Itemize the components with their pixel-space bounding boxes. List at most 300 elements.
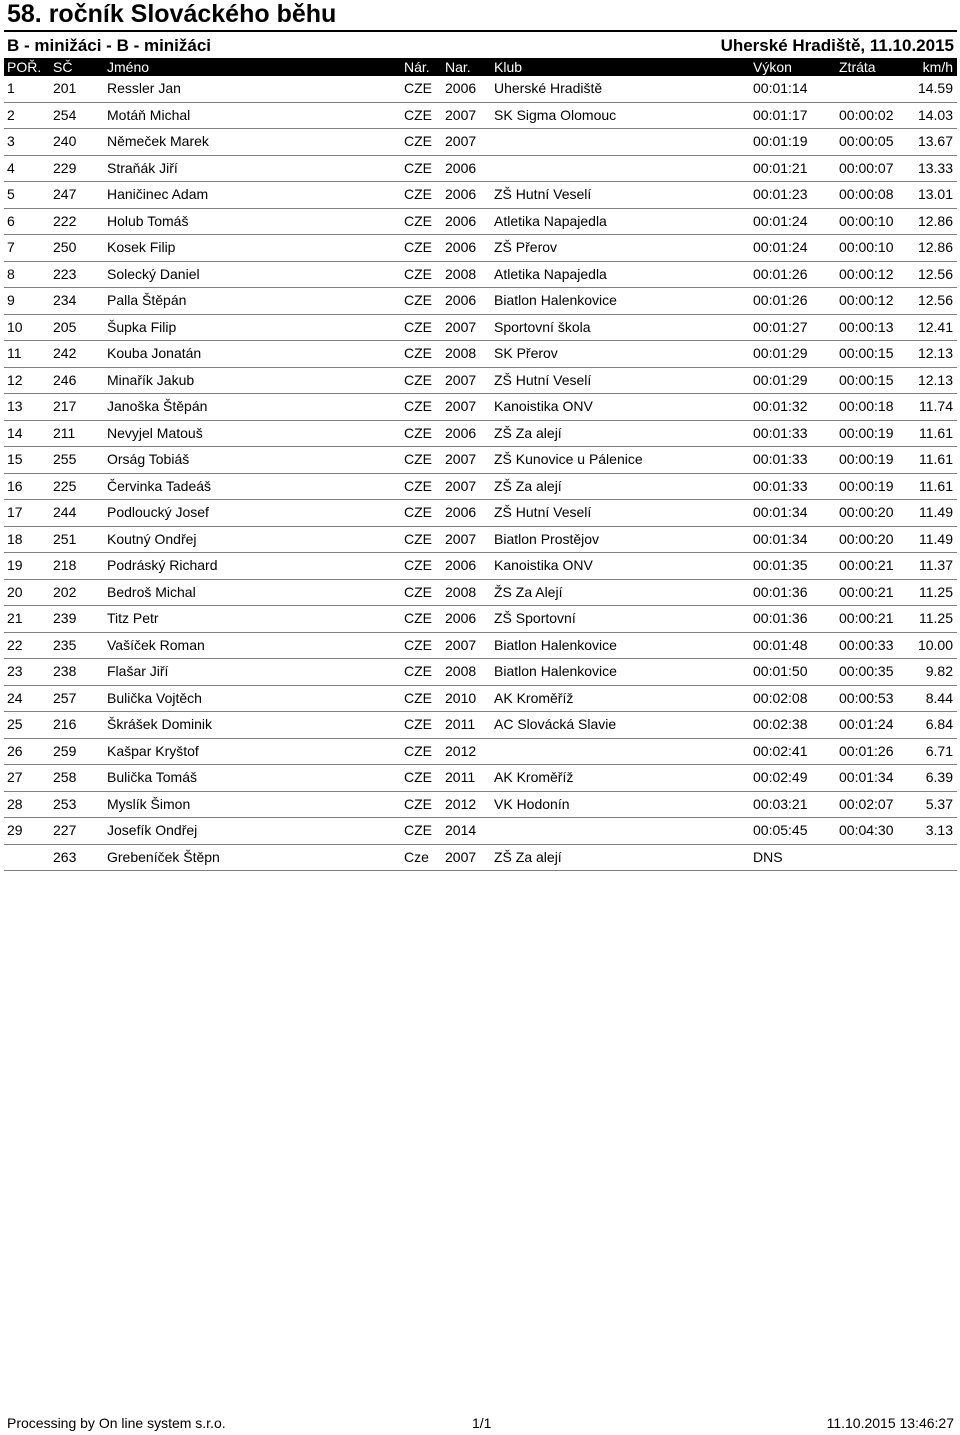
cell-rank: 12 bbox=[7, 371, 23, 388]
table-row bbox=[4, 712, 957, 739]
cell-rank: 27 bbox=[7, 769, 23, 785]
cell-loss: 00:00:05 bbox=[839, 133, 894, 149]
column-header-rank: POŘ. bbox=[7, 59, 42, 75]
cell-time: 00:01:32 bbox=[753, 398, 808, 414]
cell-nationality: CZE bbox=[404, 742, 432, 759]
cell-time: 00:02:49 bbox=[753, 769, 808, 785]
cell-speed: 12.86 bbox=[917, 212, 953, 229]
cell-time: 00:01:34 bbox=[753, 530, 808, 547]
cell-name: Koutný Ondřej bbox=[107, 530, 197, 547]
cell-rank: 23 bbox=[7, 663, 23, 679]
cell-nationality: CZE bbox=[404, 292, 432, 308]
cell-bib: 205 bbox=[53, 318, 77, 335]
cell-birth-year: 2006 bbox=[445, 424, 477, 441]
cell-birth-year: 2006 bbox=[445, 159, 477, 176]
cell-speed: 6.39 bbox=[925, 769, 953, 785]
table-row bbox=[4, 156, 957, 183]
cell-loss: 00:00:21 bbox=[839, 557, 894, 573]
cell-loss: 00:00:21 bbox=[839, 583, 894, 600]
cell-bib: 246 bbox=[53, 371, 77, 388]
cell-time: 00:01:29 bbox=[753, 371, 808, 388]
cell-club: AK Kroměříž bbox=[494, 689, 574, 706]
cell-nationality: CZE bbox=[404, 451, 432, 467]
cell-name: Flašar Jiří bbox=[107, 663, 169, 679]
cell-rank: 19 bbox=[7, 557, 23, 573]
cell-birth-year: 2006 bbox=[445, 610, 477, 626]
cell-nationality: CZE bbox=[404, 689, 432, 706]
column-header-time: Výkon bbox=[753, 59, 792, 75]
table-row bbox=[4, 606, 957, 633]
cell-loss: 00:00:19 bbox=[839, 477, 894, 494]
cell-speed: 11.61 bbox=[919, 451, 953, 467]
cell-club: AK Kroměříž bbox=[494, 769, 574, 785]
cell-name: Straňák Jiří bbox=[107, 159, 178, 176]
cell-birth-year: 2011 bbox=[445, 769, 476, 785]
cell-time: 00:05:45 bbox=[753, 822, 808, 838]
cell-name: Vašíček Roman bbox=[107, 636, 205, 653]
cell-name: Podráský Richard bbox=[107, 557, 218, 573]
cell-rank: 1 bbox=[7, 80, 15, 96]
cell-birth-year: 2007 bbox=[445, 371, 477, 388]
cell-birth-year: 2012 bbox=[445, 742, 477, 759]
cell-rank: 5 bbox=[7, 186, 15, 202]
cell-name: Ressler Jan bbox=[107, 80, 181, 96]
cell-bib: 250 bbox=[53, 239, 77, 255]
cell-time: 00:01:23 bbox=[753, 186, 808, 202]
cell-loss: 00:00:10 bbox=[839, 212, 894, 229]
cell-nationality: CZE bbox=[404, 636, 432, 653]
column-header-bib: SČ bbox=[53, 59, 73, 75]
cell-name: Palla Štěpán bbox=[107, 292, 187, 308]
cell-nationality: CZE bbox=[404, 398, 432, 414]
cell-name: Myslík Šimon bbox=[107, 795, 191, 812]
cell-club: ZŠ Hutní Veselí bbox=[494, 371, 592, 388]
cell-time: 00:02:41 bbox=[753, 742, 808, 759]
cell-speed: 13.01 bbox=[917, 186, 953, 202]
cell-club: Biatlon Halenkovice bbox=[494, 636, 617, 653]
cell-bib: 218 bbox=[53, 557, 77, 573]
table-row bbox=[4, 765, 957, 792]
category-label: B - minižáci - B - minižáci bbox=[7, 36, 212, 55]
cell-bib: 244 bbox=[53, 504, 77, 520]
cell-name: Janoška Štěpán bbox=[107, 398, 208, 414]
cell-birth-year: 2007 bbox=[445, 318, 477, 335]
cell-rank: 3 bbox=[7, 133, 15, 149]
cell-name: Minařík Jakub bbox=[107, 371, 195, 388]
table-row bbox=[4, 209, 957, 236]
cell-birth-year: 2007 bbox=[445, 106, 477, 123]
cell-nationality: CZE bbox=[404, 186, 432, 202]
cell-birth-year: 2007 bbox=[445, 477, 477, 494]
cell-birth-year: 2008 bbox=[445, 345, 477, 361]
cell-club: ZŠ Hutní Veselí bbox=[494, 504, 592, 520]
cell-time: 00:01:33 bbox=[753, 424, 808, 441]
table-row bbox=[4, 421, 957, 448]
cell-time: DNS bbox=[753, 848, 783, 865]
cell-nationality: CZE bbox=[404, 239, 432, 255]
cell-name: Kouba Jonatán bbox=[107, 345, 202, 361]
table-row bbox=[4, 527, 957, 554]
cell-birth-year: 2007 bbox=[445, 848, 477, 865]
cell-name: Solecký Daniel bbox=[107, 265, 200, 282]
cell-birth-year: 2011 bbox=[445, 716, 476, 732]
cell-loss: 00:01:34 bbox=[839, 769, 894, 785]
cell-name: Josefík Ondřej bbox=[107, 822, 198, 838]
cell-rank: 7 bbox=[7, 239, 15, 255]
cell-rank: 15 bbox=[7, 451, 23, 467]
cell-speed: 6.84 bbox=[925, 716, 953, 732]
table-row bbox=[4, 553, 957, 580]
cell-birth-year: 2008 bbox=[445, 265, 477, 282]
cell-time: 00:02:38 bbox=[753, 716, 808, 732]
cell-name: Haničinec Adam bbox=[107, 186, 209, 202]
cell-loss: 00:00:15 bbox=[839, 371, 894, 388]
cell-club: Uherské Hradiště bbox=[494, 80, 603, 96]
cell-bib: 211 bbox=[53, 424, 76, 441]
cell-birth-year: 2010 bbox=[445, 689, 477, 706]
cell-name: Holub Tomáš bbox=[107, 212, 189, 229]
cell-speed: 12.86 bbox=[917, 239, 953, 255]
cell-bib: 247 bbox=[53, 186, 77, 202]
cell-bib: 229 bbox=[53, 159, 77, 176]
cell-nationality: CZE bbox=[404, 371, 432, 388]
cell-birth-year: 2006 bbox=[445, 186, 477, 202]
cell-time: 00:01:21 bbox=[753, 159, 808, 176]
cell-loss: 00:00:13 bbox=[839, 318, 894, 335]
cell-rank: 10 bbox=[7, 318, 23, 335]
cell-club: ZŠ Za alejí bbox=[494, 848, 562, 865]
cell-rank: 21 bbox=[7, 610, 23, 626]
cell-loss: 00:01:24 bbox=[839, 716, 894, 732]
cell-club: SK Přerov bbox=[494, 345, 558, 361]
cell-rank: 25 bbox=[7, 716, 23, 732]
cell-name: Šupka Filip bbox=[107, 318, 177, 335]
cell-birth-year: 2012 bbox=[445, 795, 477, 812]
table-row bbox=[4, 235, 957, 262]
cell-bib: 235 bbox=[53, 636, 77, 653]
cell-loss: 00:00:19 bbox=[839, 424, 894, 441]
cell-speed: 12.13 bbox=[917, 345, 953, 361]
cell-nationality: CZE bbox=[404, 477, 432, 494]
cell-club: ZŠ Přerov bbox=[494, 239, 558, 255]
cell-nationality: CZE bbox=[404, 265, 432, 282]
cell-birth-year: 2007 bbox=[445, 636, 477, 653]
cell-speed: 11.25 bbox=[919, 610, 953, 626]
cell-bib: 239 bbox=[53, 610, 77, 626]
table-row bbox=[4, 500, 957, 527]
cell-speed: 12.56 bbox=[917, 292, 953, 308]
footer-page-number: 1/1 bbox=[472, 1415, 492, 1431]
cell-time: 00:01:24 bbox=[753, 212, 808, 229]
cell-name: Orság Tobiáš bbox=[107, 451, 190, 467]
cell-speed: 11.61 bbox=[919, 424, 953, 441]
cell-speed: 6.71 bbox=[925, 742, 953, 759]
cell-rank: 13 bbox=[7, 398, 23, 414]
cell-loss: 00:00:10 bbox=[839, 239, 894, 255]
cell-name: Bulička Tomáš bbox=[107, 769, 198, 785]
cell-birth-year: 2006 bbox=[445, 504, 477, 520]
cell-speed: 14.59 bbox=[917, 80, 953, 96]
cell-club: ZŠ Kunovice u Pálenice bbox=[494, 451, 643, 467]
cell-name: Titz Petr bbox=[107, 610, 159, 626]
table-row bbox=[4, 341, 957, 368]
cell-time: 00:01:24 bbox=[753, 239, 808, 255]
table-row bbox=[4, 474, 957, 501]
cell-birth-year: 2007 bbox=[445, 133, 477, 149]
cell-club: Biatlon Prostějov bbox=[494, 530, 600, 547]
cell-time: 00:01:50 bbox=[753, 663, 808, 679]
cell-loss: 00:00:12 bbox=[839, 265, 894, 282]
cell-rank: 6 bbox=[7, 212, 15, 229]
table-row bbox=[4, 103, 957, 130]
cell-loss: 00:00:18 bbox=[839, 398, 894, 414]
cell-loss: 00:00:35 bbox=[839, 663, 894, 679]
cell-name: Červinka Tadeáš bbox=[107, 477, 212, 494]
cell-nationality: CZE bbox=[404, 530, 432, 547]
cell-bib: 240 bbox=[53, 133, 77, 149]
cell-club: Biatlon Halenkovice bbox=[494, 292, 617, 308]
column-header-birth-year: Nar. bbox=[445, 59, 471, 75]
cell-club: Atletika Napajedla bbox=[494, 212, 607, 229]
table-row bbox=[4, 845, 957, 872]
cell-loss: 00:00:12 bbox=[839, 292, 894, 308]
table-row bbox=[4, 76, 957, 103]
footer-datetime: 11.10.2015 13:46:27 bbox=[826, 1415, 954, 1431]
cell-club: ZŠ Sportovní bbox=[494, 610, 576, 626]
cell-loss: 00:00:08 bbox=[839, 186, 894, 202]
cell-bib: 254 bbox=[53, 106, 77, 123]
cell-loss: 00:02:07 bbox=[839, 795, 894, 812]
cell-name: Podloucký Josef bbox=[107, 504, 209, 520]
table-row bbox=[4, 686, 957, 713]
cell-speed: 12.56 bbox=[917, 265, 953, 282]
cell-bib: 217 bbox=[53, 398, 77, 414]
cell-birth-year: 2008 bbox=[445, 583, 477, 600]
cell-speed: 12.13 bbox=[917, 371, 953, 388]
cell-nationality: CZE bbox=[404, 504, 432, 520]
cell-rank: 18 bbox=[7, 530, 23, 547]
cell-time: 00:01:48 bbox=[753, 636, 808, 653]
cell-rank: 24 bbox=[7, 689, 23, 706]
cell-nationality: CZE bbox=[404, 716, 432, 732]
cell-club: Kanoistika ONV bbox=[494, 398, 593, 414]
table-row bbox=[4, 633, 957, 660]
cell-birth-year: 2006 bbox=[445, 80, 477, 96]
cell-nationality: CZE bbox=[404, 212, 432, 229]
cell-bib: 238 bbox=[53, 663, 77, 679]
cell-nationality: CZE bbox=[404, 769, 432, 785]
cell-birth-year: 2006 bbox=[445, 292, 477, 308]
cell-loss: 00:00:02 bbox=[839, 106, 894, 123]
cell-loss: 00:00:21 bbox=[839, 610, 894, 626]
table-row bbox=[4, 447, 957, 474]
cell-club: Kanoistika ONV bbox=[494, 557, 593, 573]
cell-speed: 5.37 bbox=[925, 795, 953, 812]
cell-club: ŽS Za Alejí bbox=[494, 583, 563, 600]
cell-bib: 227 bbox=[53, 822, 77, 838]
cell-bib: 251 bbox=[53, 530, 77, 547]
cell-name: Motáň Michal bbox=[107, 106, 191, 123]
cell-nationality: CZE bbox=[404, 318, 432, 335]
cell-nationality: CZE bbox=[404, 159, 432, 176]
cell-club: Sportovní škola bbox=[494, 318, 591, 335]
cell-time: 00:01:26 bbox=[753, 292, 808, 308]
cell-name: Kašpar Kryštof bbox=[107, 742, 199, 759]
cell-bib: 263 bbox=[53, 848, 77, 865]
cell-time: 00:01:26 bbox=[753, 265, 808, 282]
cell-name: Grebeníček Štěpn bbox=[107, 848, 220, 865]
cell-club: ZŠ Za alejí bbox=[494, 477, 562, 494]
cell-nationality: CZE bbox=[404, 663, 432, 679]
cell-rank: 22 bbox=[7, 636, 23, 653]
table-row bbox=[4, 739, 957, 766]
cell-time: 00:02:08 bbox=[753, 689, 808, 706]
column-header-club: Klub bbox=[494, 59, 523, 75]
cell-speed: 11.49 bbox=[919, 530, 953, 547]
cell-speed: 13.33 bbox=[917, 159, 953, 176]
cell-birth-year: 2014 bbox=[445, 822, 477, 838]
cell-loss: 00:01:26 bbox=[839, 742, 894, 759]
cell-speed: 11.37 bbox=[919, 557, 953, 573]
cell-time: 00:01:19 bbox=[753, 133, 808, 149]
cell-rank: 11 bbox=[7, 345, 22, 361]
cell-time: 00:01:36 bbox=[753, 583, 808, 600]
table-row bbox=[4, 182, 957, 209]
table-row bbox=[4, 288, 957, 315]
cell-nationality: CZE bbox=[404, 106, 432, 123]
cell-rank: 14 bbox=[7, 424, 23, 441]
cell-bib: 201 bbox=[53, 80, 77, 96]
cell-loss: 00:00:53 bbox=[839, 689, 894, 706]
cell-loss: 00:00:20 bbox=[839, 504, 894, 520]
table-row bbox=[4, 580, 957, 607]
footer-processing-label: Processing by On line system s.r.o. bbox=[7, 1415, 226, 1431]
cell-birth-year: 2008 bbox=[445, 663, 477, 679]
cell-nationality: CZE bbox=[404, 795, 432, 812]
table-row bbox=[4, 394, 957, 421]
cell-rank: 9 bbox=[7, 292, 15, 308]
cell-club: SK Sigma Olomouc bbox=[494, 106, 617, 123]
cell-name: Bedroš Michal bbox=[107, 583, 196, 600]
cell-bib: 259 bbox=[53, 742, 77, 759]
cell-club: VK Hodonín bbox=[494, 795, 570, 812]
cell-time: 00:01:34 bbox=[753, 504, 808, 520]
page-footer bbox=[4, 1414, 957, 1432]
column-header-loss: Ztráta bbox=[839, 59, 876, 75]
table-row bbox=[4, 262, 957, 289]
cell-birth-year: 2007 bbox=[445, 530, 477, 547]
table-row bbox=[4, 659, 957, 686]
cell-rank: 17 bbox=[7, 504, 23, 520]
cell-time: 00:03:21 bbox=[753, 795, 808, 812]
cell-rank: 2 bbox=[7, 106, 15, 123]
cell-time: 00:01:33 bbox=[753, 451, 808, 467]
column-header-speed: km/h bbox=[922, 59, 953, 75]
category-header bbox=[4, 30, 957, 60]
cell-nationality: CZE bbox=[404, 345, 432, 361]
cell-loss: 00:00:15 bbox=[839, 345, 894, 361]
cell-bib: 257 bbox=[53, 689, 77, 706]
cell-bib: 234 bbox=[53, 292, 77, 308]
cell-club: Atletika Napajedla bbox=[494, 265, 607, 282]
cell-club: ZŠ Za alejí bbox=[494, 424, 562, 441]
cell-club: ZŠ Hutní Veselí bbox=[494, 186, 592, 202]
cell-time: 00:01:17 bbox=[753, 106, 808, 123]
table-row bbox=[4, 315, 957, 342]
cell-bib: 258 bbox=[53, 769, 77, 785]
cell-nationality: CZE bbox=[404, 424, 432, 441]
cell-birth-year: 2006 bbox=[445, 557, 477, 573]
cell-speed: 14.03 bbox=[917, 106, 953, 123]
cell-birth-year: 2007 bbox=[445, 451, 477, 467]
cell-rank: 8 bbox=[7, 265, 15, 282]
cell-nationality: CZE bbox=[404, 133, 432, 149]
cell-speed: 9.82 bbox=[925, 663, 953, 679]
cell-loss: 00:00:33 bbox=[839, 636, 894, 653]
cell-bib: 223 bbox=[53, 265, 77, 282]
cell-loss: 00:04:30 bbox=[839, 822, 894, 838]
column-header-nationality: Nár. bbox=[404, 59, 430, 75]
cell-name: Nevyjel Matouš bbox=[107, 424, 203, 441]
cell-speed: 11.61 bbox=[919, 477, 953, 494]
cell-birth-year: 2006 bbox=[445, 239, 477, 255]
column-header-name: Jméno bbox=[107, 59, 150, 75]
cell-nationality: Cze bbox=[404, 848, 429, 865]
cell-time: 00:01:35 bbox=[753, 557, 808, 573]
cell-birth-year: 2006 bbox=[445, 212, 477, 229]
cell-rank: 26 bbox=[7, 742, 23, 759]
table-header bbox=[4, 58, 957, 76]
cell-rank: 28 bbox=[7, 795, 23, 812]
cell-bib: 242 bbox=[53, 345, 77, 361]
cell-speed: 10.00 bbox=[917, 636, 953, 653]
cell-rank: 4 bbox=[7, 159, 15, 176]
cell-loss: 00:00:07 bbox=[839, 159, 894, 176]
cell-birth-year: 2007 bbox=[445, 398, 477, 414]
page-title: 58. ročník Slováckého běhu bbox=[7, 0, 337, 28]
cell-name: Němeček Marek bbox=[107, 133, 209, 149]
cell-name: Škrášek Dominik bbox=[107, 716, 213, 732]
table-row bbox=[4, 792, 957, 819]
cell-nationality: CZE bbox=[404, 583, 432, 600]
table-row bbox=[4, 129, 957, 156]
cell-speed: 13.67 bbox=[917, 133, 953, 149]
cell-rank: 20 bbox=[7, 583, 23, 600]
cell-speed: 11.74 bbox=[919, 398, 953, 414]
cell-speed: 11.25 bbox=[919, 583, 953, 600]
cell-bib: 225 bbox=[53, 477, 77, 494]
cell-time: 00:01:36 bbox=[753, 610, 808, 626]
cell-speed: 11.49 bbox=[919, 504, 953, 520]
cell-speed: 8.44 bbox=[925, 689, 953, 706]
cell-bib: 253 bbox=[53, 795, 77, 812]
cell-rank: 29 bbox=[7, 822, 23, 838]
cell-loss: 00:00:19 bbox=[839, 451, 894, 467]
cell-bib: 202 bbox=[53, 583, 77, 600]
cell-rank: 16 bbox=[7, 477, 23, 494]
place-date-label: Uherské Hradiště, 11.10.2015 bbox=[720, 36, 954, 55]
cell-time: 00:01:29 bbox=[753, 345, 808, 361]
table-row bbox=[4, 368, 957, 395]
cell-time: 00:01:14 bbox=[753, 80, 808, 96]
cell-name: Kosek Filip bbox=[107, 239, 176, 255]
cell-loss: 00:00:20 bbox=[839, 530, 894, 547]
cell-name: Bulička Vojtěch bbox=[107, 689, 202, 706]
cell-nationality: CZE bbox=[404, 80, 432, 96]
table-row bbox=[4, 818, 957, 845]
cell-bib: 222 bbox=[53, 212, 77, 229]
cell-bib: 255 bbox=[53, 451, 77, 467]
